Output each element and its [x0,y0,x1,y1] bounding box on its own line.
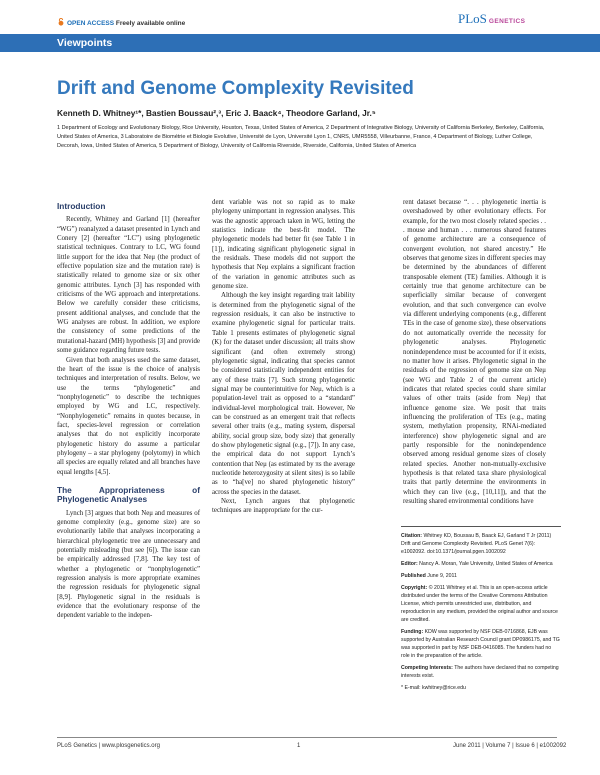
column-2-paragraph-3: Next, Lynch argues that phylogenetic techniques are inappropriate for the cur- [212,498,355,515]
article-title: Drift and Genome Complexity Revisited [57,78,414,99]
open-access-banner [57,18,185,27]
journal-logo [458,10,525,28]
journal-logo-main: PLoS [458,11,487,26]
section-label: Viewpoints [57,37,113,49]
published-date: June 9, 2011 [427,573,457,579]
copyright-label: Copyright: [401,585,428,591]
footer-issue-info: June 2011 | Volume 7 | Issue 6 | e1002092 [453,743,567,749]
intro-paragraph-1: Recently, Whitney and Garland [1] (hereafter “WG”) reanalyzed a dataset presented in Lynch and Conery [2] (hereafter “LC”) using phylogenetic statistical techniques. Contrary to LC, WG found little support for the idea that Neμ (the product of effective population size and the mutation rate) is statistically related to genome size or six other genomic attributes. Lynch [3] has responded with criticisms of the WG approach and interpretations. Below we carefully consider these criticisms, present additional analyses, and conclude that the WG analyses are robust. In addition, we explore the consistency of some predictions of the mutational-hazard (MH) hypothesis [3] and provide some guidance regarding future tests. [57,216,200,355]
published-block [401,572,561,580]
appropriateness-paragraph-1: Lynch [3] argues that both Neμ and measures of genome complexity (e.g., genome size) are so evolutionarily labile that analyses incorporating a hierarchical phylogenetic tree are unnecessary and potentially misleading (but see [6]). The issue can be empirically addressed [7,8]. The key test of whether a phylogenetic or “nonphylogenetic” regression analysis is more appropriate examines the regression residuals for phylogenetic signal [8,9]. Phylogenetic signal in the residuals is evidence that the evolutionary response of the dependent variable to the indepen- [57,509,200,620]
free-online-label: Freely available online [115,20,186,27]
intro-heading: Introduction [57,201,106,211]
column-3-paragraph-1: rent dataset because “. . . phylogenetic inertia is overshadowed by other evolutionary effects. For example, for the two most closely related species . . . mouse and human . . . numerous shared features of genome architecture are a consequence of convergent evolution, not shared ancestry.” He observes that genome sizes in different species may be determined by the abundances of different transposable element (TE) families. Although it is certainly true that genome architecture can be superficially similar because of convergent evolution, and that such convergence can evolve via different underlying components (e.g., different TEs in the case of genome size), these observations do not automatically override the necessity for phylogenetic analyses. Phylogenetic nonindependence must be accounted for if it exists, no matter how it arises. Phylogenetic signal in the residuals of the regression of genome size on Neμ (see WG and Table 2 of the current article) indicates that related species could share similar values of other traits (aside from Neμ) that influence genome size. We posit that traits influencing the proliferation of TEs (e.g., mating system, methylation propensity, RNAi-mediated interference) show phylogenetic signal and are partly responsible for the nonindependence observed among residual genome sizes of closely related species. Another non-mutually-exclusive hypothesis is that related taxa share physiological traits that partly determine the environments in which they can live (e.g., [10,11]), and that the resulting shared environmental conditions have [403,199,546,505]
author-list: Kenneth D. Whitney¹*, Bastien Boussau²,³, Eric J. Baack⁴, Theodore Garland, Jr.⁵ [57,108,376,118]
citation-label: Citation: [401,533,423,539]
footer-journal-url: PLoS Genetics | www.plosgenetics.org [57,743,160,749]
open-access-label: OPEN ACCESS [67,20,115,27]
editor-text: Nancy A. Moran, Yale University, United States of America [419,561,553,567]
editor-block [401,560,561,568]
competing-interests-text: The authors have declared that no competing interests exist. [401,665,559,679]
appropriateness-heading: The Appropriateness of Phylogenetic Analyses [57,484,200,505]
column-2-paragraph-2: Although the key insight regarding trait lability is determined from the phylogenetic signal of the regression residuals, it can also be instructive to examine phylogenetic signal for particular traits. Table 1 presents estimates of phylogenetic signal (K) for the dataset under discussion; all traits show significant (and often extremely strong) phylogenetic signal, indicating that species cannot be considered statistically independent entities for any of these traits [7]. Such strong phylogenetic signal may be counterintuitive for Neμ, which is a population-level trait as opposed to a “standard” individual-level morphological trait. However, Ne can be construed as an emergent trait that reflects several other traits (e.g., mating system, dispersal ability, social group size, body size) that generally do show phylogenetic signal (e.g., [7]). In any case, the empirical data do not support Lynch’s contention that Neμ (as estimated by πs the average nucleotide heterozygosity at silent sites) is so labile as to “ha[ve] no shared phylogenetic history” across the species in the dataset. [212,292,355,496]
article-metadata [401,532,561,696]
open-access-lock-icon [57,18,65,26]
competing-interests-label: Competing Interests: [401,665,453,671]
citation-block [401,532,561,556]
section-bar [0,34,600,52]
citation-text: Whitney KD, Boussau B, Baack EJ, Garland T Jr (2011) Drift and Genome Complexity Revisited. PLoS Genet 7(6): e1002092. doi:10.1371/journal.pgen.1002092 [401,533,552,555]
footer-divider [57,737,557,738]
footer-page-number: 1 [297,743,301,749]
metadata-divider [401,526,561,527]
intro-paragraph-2: Given that both analyses used the same dataset, the heart of the issue is the choice of analysis techniques and interpretation of results. Below, we use the terms “phylogenetic” and “nonphylogenetic” to describe the techniques employed by WG and LC, respectively. “Nonphylogenetic” remains in quotes because, in fact, species-level regression or correlation analyses that do not explicitly incorporate phylogenetic history do assume a particular phylogeny – a star phylogeny (polytomy) in which all species are equally related and all branches have equal lengths [4,5]. [57,356,200,476]
copyright-text: © 2011 Whitney et al. This is an open-access article distributed under the terms of the Creative Commons Attribution License, which permits unrestricted use, distribution, and reproduction in any medium, provided the original author and source are credited. [401,585,558,623]
funding-text: KDW was supported by NSF DEB-0716868, EJB was supported by Australian Research Council grant DP0986175, and TG was supported in part by NSF DEB-0416085. The funders had no role in the preparation of the article. [401,629,560,659]
funding-block [401,628,561,660]
competing-interests-block [401,664,561,680]
journal-logo-sub: GENETICS [488,18,526,25]
editor-label: Editor: [401,561,418,567]
body-column-3 [403,198,546,506]
email-line: * E-mail: kwhitney@rice.edu [401,685,466,691]
body-column-2 [212,198,355,516]
body-column-1 [57,202,200,621]
published-label: Published [401,573,426,579]
funding-label: Funding: [401,629,424,635]
column-2-paragraph-1: dent variable was not so rapid as to make phylogeny unimportant in regression analyses. This was the agnostic approach taken in WG, letting the statistics indicate the best-fit model. The phylogenetic models had better fit (see Table 1 in [1]), indicating significant phylogenetic signal in the residuals. These models did not support the hypothesis that Neμ explains a significant fraction of the variation in genomic attributes such as genome size. [212,199,355,291]
affiliations: 1 Department of Ecology and Evolutionary Biology, Rice University, Houston, Texas, United States of America, 2 Department of Integrative Biology, University of California Berkeley, Berkeley, California, United States of America, 3 Laboratoire de Biométrie et Biologie Evolutive, Université de Lyon, Université Lyon 1, CNRS, UMR5558, Villeurbanne, France, 4 Department of Biology, Luther College, Decorah, Iowa, United States of America, 5 Department of Biology, University of California Riverside, Riverside, California, United States of America [57,125,545,150]
copyright-block [401,584,561,624]
